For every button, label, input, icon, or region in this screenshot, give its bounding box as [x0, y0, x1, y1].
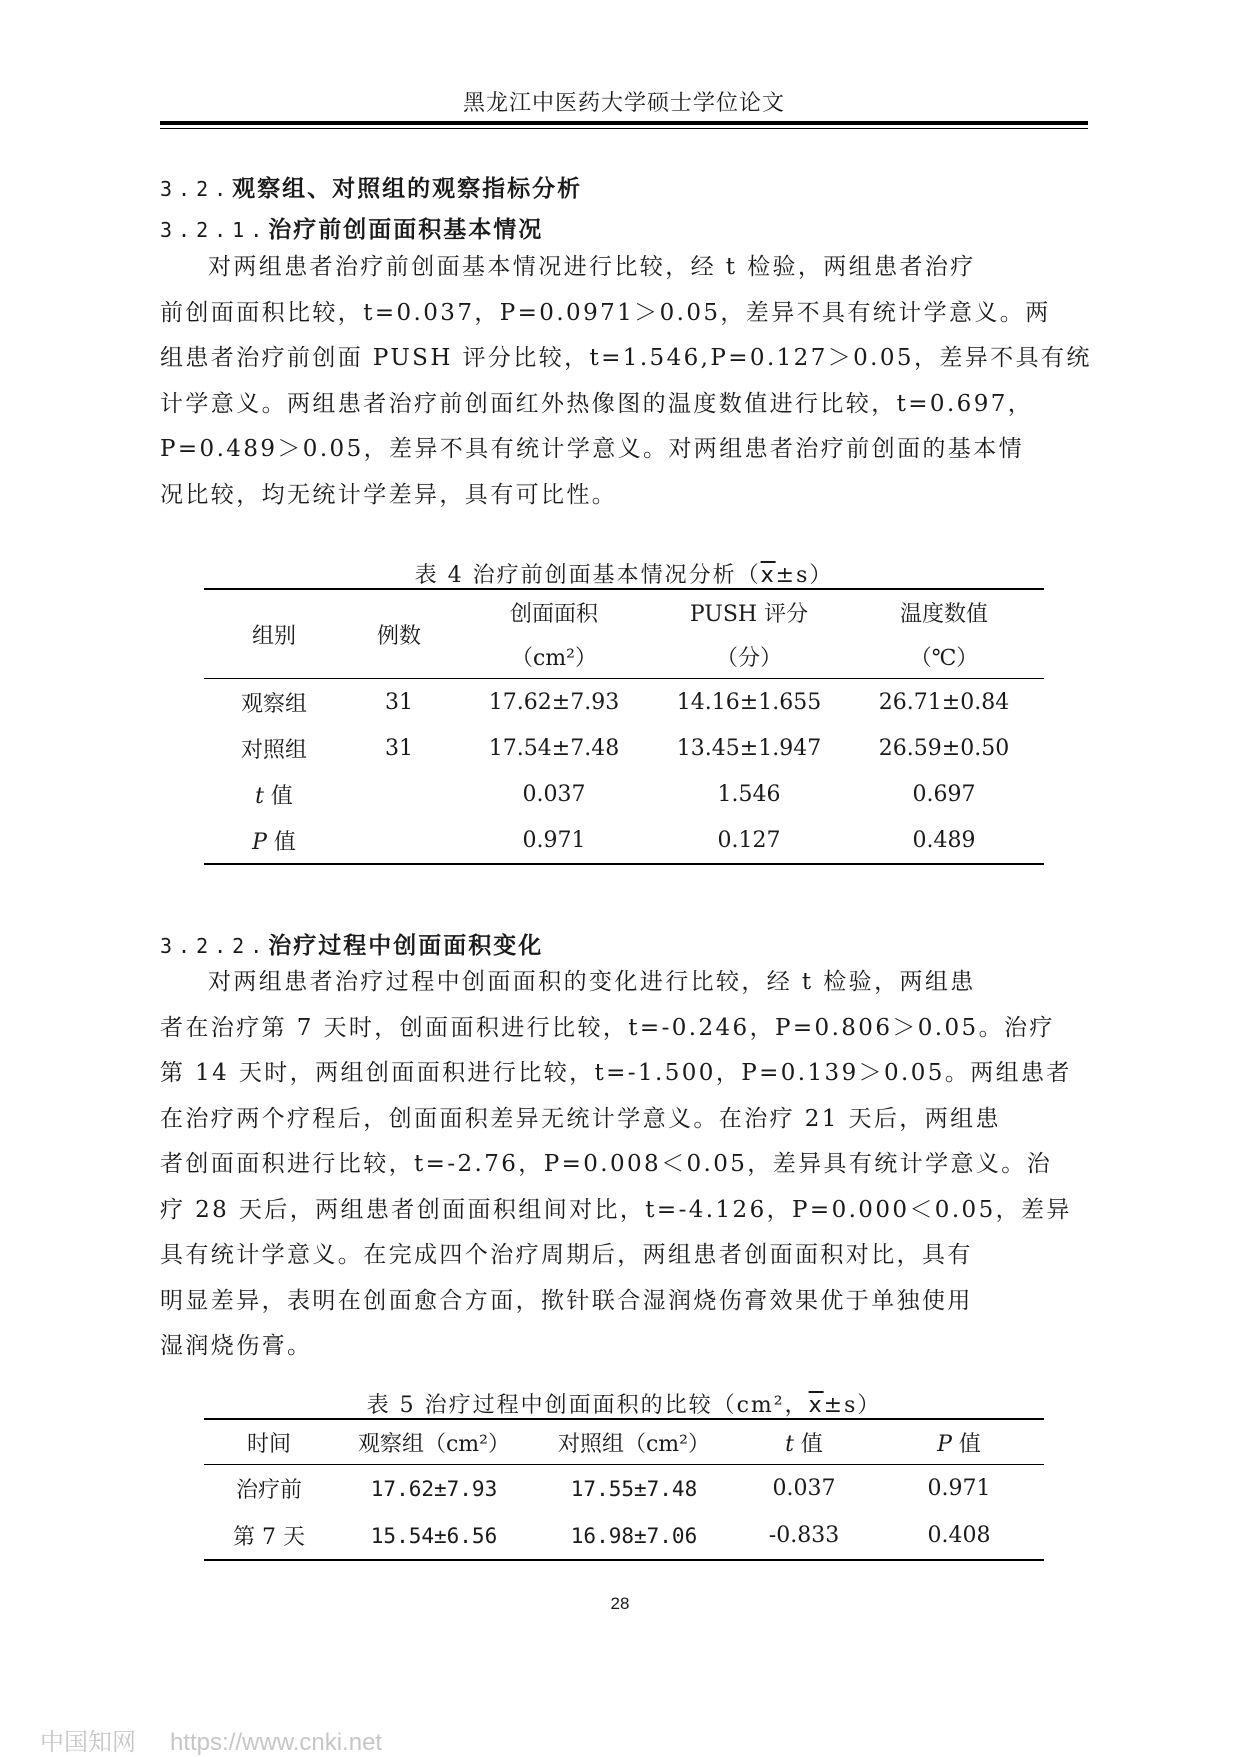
cell-count: 31 [385, 689, 413, 715]
section-heading-3-2-1 [160, 211, 543, 244]
section-number: 3.2.1. [160, 218, 269, 242]
text-line: 计学意义。两组患者治疗前创面红外热像图的温度数值进行比较，t=0.697， [160, 390, 1034, 417]
cell-area: 17.54±7.48 [488, 735, 620, 761]
t-symbol: t [785, 1431, 794, 1457]
cell-time: 治疗前 [235, 1478, 302, 1503]
section-heading-3-2 [160, 170, 582, 203]
caption-text: 表 5 治疗过程中创面面积的比较（cm²， [366, 1393, 809, 1418]
cell-push: 14.16±1.655 [676, 689, 822, 715]
cell-push: 13.45±1.947 [676, 735, 822, 761]
cell-temp: 26.71±0.84 [878, 689, 1010, 715]
mean-symbol: $\overline{x}$ [808, 1393, 824, 1418]
section-heading-3-2-2 [160, 927, 543, 960]
text-line: 者创面面积进行比较，t=-2.76，P=0.008＜0.05，差异具有统计学意义。治 [160, 1151, 1053, 1177]
table-row-t-value [204, 771, 1044, 817]
table-row [204, 725, 1044, 771]
cell-time: 第 7 天 [233, 1525, 305, 1550]
cell-empty [344, 817, 454, 864]
paragraph-area-change [160, 960, 1090, 1370]
p-symbol: P [252, 829, 267, 855]
cell-control: 16.98±7.06 [570, 1523, 698, 1548]
text-line: 明显差异，表明在创面愈合方面，揿针联合湿润烧伤膏效果优于单独使用 [160, 1287, 973, 1314]
header-area: 创面面积 [509, 601, 598, 627]
header-t [734, 1419, 874, 1465]
table-4-caption [160, 558, 1088, 589]
text-line: P=0.489＞0.05，差异不具有统计学意义。对两组患者治疗前创面的基本情 [160, 436, 1025, 462]
header-time: 时间 [204, 1419, 334, 1465]
value-suffix: 值 [958, 1431, 981, 1457]
table-header-row [204, 589, 1044, 634]
header-group: 组别 [204, 589, 344, 679]
section-title: 观察组、对照组的观察指标分析 [232, 175, 583, 202]
caption-text: 表 4 治疗前创面基本情况分析（ [414, 563, 761, 588]
cell-p-temp: 0.489 [912, 827, 976, 853]
section-title: 治疗过程中创面面积变化 [268, 932, 544, 959]
cell-observation: 15.54±6.56 [370, 1523, 498, 1548]
cell-t-push: 1.546 [717, 781, 781, 807]
cell-p-area: 0.971 [522, 827, 586, 853]
t-symbol: t [255, 783, 264, 809]
text-line: 况比较，均无统计学差异，具有可比性。 [160, 481, 618, 508]
cnki-watermark [40, 1722, 416, 1757]
table-row-p-value [204, 817, 1044, 864]
table-row [204, 1465, 1044, 1513]
text-line: 者在治疗第 7 天时，创面面积进行比较，t=-0.246，P=0.806＞0.05。治疗 [160, 1014, 1055, 1041]
watermark-brand: 中国知网 [40, 1729, 136, 1756]
table-5-area-comparison [204, 1418, 1044, 1561]
p-symbol: P [937, 1431, 952, 1457]
cell-empty [344, 771, 454, 817]
table-row [204, 1512, 1044, 1560]
cell-count: 31 [385, 735, 413, 761]
value-suffix: 值 [266, 829, 296, 855]
text-line: 对两组患者治疗前创面基本情况进行比较，经 t 检验，两组患者治疗 [208, 254, 976, 280]
cell-t-label [204, 771, 344, 817]
cell-p-label [204, 817, 344, 864]
cell-t-temp: 0.697 [912, 781, 976, 807]
watermark-url: https://www.cnki.net [170, 1729, 383, 1756]
section-title: 治疗前创面面积基本情况 [268, 216, 544, 243]
header-push-unit: （分） [654, 634, 844, 679]
text-line: 组患者治疗前创面 PUSH 评分比较，t=1.546,P=0.127＞0.05，差异不具有统 [160, 345, 1092, 371]
cell-p: 0.971 [927, 1476, 991, 1501]
text-line: 对两组患者治疗过程中创面面积的变化进行比较，经 t 检验，两组患 [208, 969, 976, 995]
cell-group: 观察组 [240, 691, 307, 717]
header-count: 例数 [344, 589, 454, 679]
value-suffix: 值 [800, 1431, 823, 1457]
section-number: 3.2. [160, 177, 233, 201]
paragraph-baseline-comparison [160, 245, 1090, 518]
text-line: 湿润烧伤膏。 [160, 1333, 313, 1359]
header-temp-unit: （℃） [844, 634, 1044, 679]
text-line: 前创面面积比较，t=0.037，P=0.0971＞0.05，差异不具有统计学意义。两 [160, 299, 1051, 326]
header-control: 对照组（cm²） [534, 1419, 734, 1465]
header-temp: 温度数值 [899, 601, 988, 627]
header-rule-thin [160, 128, 1088, 129]
cell-control: 17.55±7.48 [570, 1476, 698, 1501]
running-header: 黑龙江中医药大学硕士学位论文 [462, 91, 785, 116]
value-suffix: 值 [263, 783, 293, 809]
cell-temp: 26.59±0.50 [878, 735, 1010, 761]
cell-p: 0.408 [927, 1523, 991, 1548]
cell-observation: 17.62±7.93 [370, 1476, 498, 1501]
header-area-unit: （cm²） [454, 634, 654, 679]
mean-symbol: $\overline{x}$ [760, 563, 776, 588]
header-push: PUSH 评分 [689, 601, 809, 627]
page-number: 28 [610, 1594, 630, 1613]
cell-group: 对照组 [240, 737, 307, 763]
table-5-caption [160, 1388, 1088, 1419]
table-row [204, 679, 1044, 726]
table-4-baseline [204, 588, 1044, 865]
text-line: 在治疗两个疗程后，创面面积差异无统计学意义。在治疗 21 天后，两组患 [160, 1105, 1001, 1132]
cell-t-area: 0.037 [522, 781, 586, 807]
section-number: 3.2.2. [160, 934, 269, 958]
text-line: 疗 28 天后，两组患者创面面积组间对比，t=-4.126，P=0.000＜0.05，差异 [160, 1196, 1072, 1223]
cell-area: 17.62±7.93 [488, 689, 620, 715]
cell-t: 0.037 [772, 1476, 836, 1501]
cell-p-push: 0.127 [717, 827, 781, 853]
cell-t: -0.833 [768, 1523, 840, 1548]
caption-text: ±s） [823, 1393, 882, 1418]
caption-text: ±s） [775, 563, 834, 588]
text-line: 具有统计学意义。在完成四个治疗周期后，两组患者创面面积对比，具有 [160, 1242, 973, 1268]
table-header-row [204, 1419, 1044, 1465]
header-rule-thick [160, 121, 1088, 125]
header-p [874, 1419, 1044, 1465]
header-observation: 观察组（cm²） [334, 1419, 534, 1465]
text-line: 第 14 天时，两组创面面积进行比较，t=-1.500，P=0.139＞0.05。两组患者 [160, 1060, 1072, 1086]
